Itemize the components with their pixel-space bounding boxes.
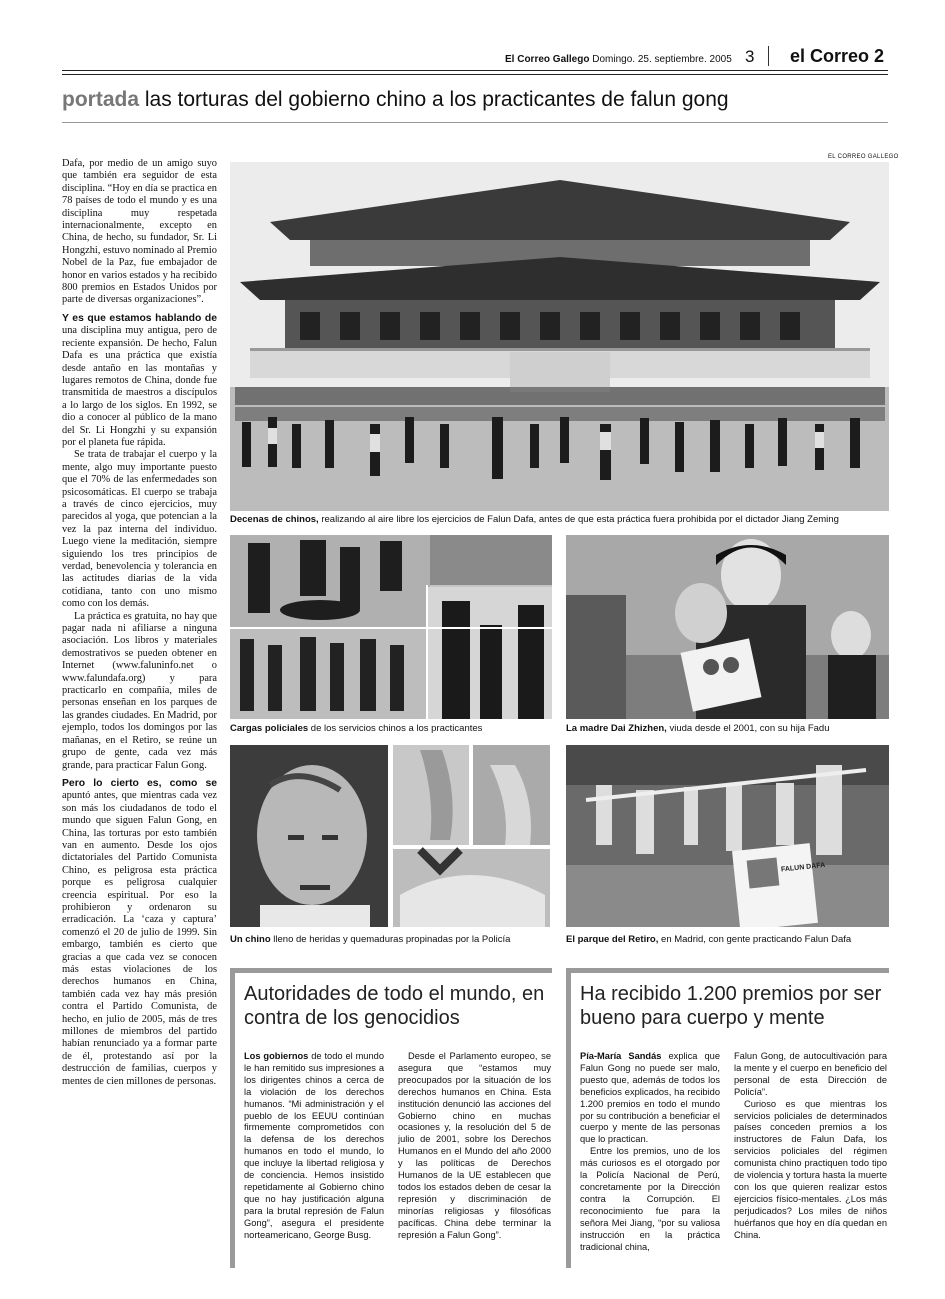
caption-chino-lead: Un chino [230,934,271,945]
page-number: 3 [745,47,755,66]
left-paragraph-4: La práctica es gratuita, no hay que pagar nada ni afiliarse a ninguna asociación. Los libros y materiales demostrativos se pueden obtener en Internet (www.faluninfo.net o www.falundafa.org) y para practicarlo en compañía, miles de personas enseñan en los parques de las grandes ciudades. En Madrid, por ejemplo, todos los domingos por las mañanas, en el Retiro, se reúne un grupo de gente, cada vez más grande, para practicar Falun Gong. [62,610,217,771]
left-paragraph-1: Dafa, por medio de un amigo suyo que también era seguidor de esta disciplina. “Hoy en día se practica en 78 países de todo el mundo y es una disciplina muy respetada internacionalmente, excepto en China, de hecho, su fundador, Sr. Li Hongzhi, estuvo nominado al Premio Nobel de la Paz, fue embajador de honor en varios estados y ha recibido 800 premios en Estados Unidos por parte de diversas organizaciones”. [62,158,217,306]
left-paragraph-2 [62,313,217,449]
sign-text: FALUN DAFA [780,861,826,874]
box2-c1-lead: Pía-María Sandás [580,1051,662,1061]
box2-c1-paragraph [580,1051,720,1146]
box2-c1-text: explica que Falun Gong no puede ser malo, puesto que, además de todos los beneficios explicados, ha recibido 1.200 premios en todo el mundo por su contribución a beneficiar el cuerpo y mente de las personas que lo practican. [580,1051,720,1145]
box1-column-1 [244,1051,384,1242]
left-paragraph-3: Se trata de trabajar el cuerpo y la mente, algo muy importante puesto que el 70% de las enfermedades son psicosomáticas. El cuerpo se trabaja a través de cinco ejercicios, muy parecidos al yoga, que potencian a la vez la paz interna del individuo. Luego viene la meditación, siempre siguiendo los tres principios de verdad, benevolencia y tolerancia en las actitudes diarias de la vida cotidiana, tanto con uno mismo como con los demás. [62,449,217,610]
caption-chino [230,934,510,945]
box1-c1-text: de todo el mundo le han remitido sus impresiones a los dirigentes chinos a cerca de la violación de los derechos humanos. “Mi administración y el pueblo de los EEUU continúan firmemente comprometidos con la defensa de los derechos humanos en todo el mundo, lo que incluye la libertad religiosa y de conciencia. Hemos insistido repetidamente al Gobierno chino que no hay justificación alguna para la brutal represión de Falun Gong”, asegura el presidente norteamericano, George Busg. [244,1051,384,1240]
paper-name: El Correo Gallego [505,54,590,65]
caption-main-lead: Decenas de chinos, [230,514,319,525]
box1-c1-lead: Los gobiernos [244,1051,309,1061]
box2-column-2 [734,1051,887,1242]
box2-c1b-paragraph: Entre los premios, uno de los más curiosos es el otorgado por la Policía Nacional de Perú, concretamente por la Dirección contra la Corrupción. El reconocimiento fue para la señora Mei Jiang, “por su valiosa instrucción en la práctica tradicional china, [580,1146,720,1252]
caption-madre-text: viuda desde el 2001, con su hija Fadu [666,723,830,734]
caption-madre-lead: La madre Dai Zhizhen, [566,723,667,734]
headline-rule [62,122,888,123]
header-rule-bottom [62,74,888,75]
temple-photo [230,162,889,511]
box2-c2b-paragraph: Curioso es que mientras los servicios policiales de determinados países conceden premios a los instructores de Falun Dafa, los servicios policiales del régimen comunista chino practiquen todo tipo de violencia y tortura hasta la muerte con los que quieren realizar estos ejercicios físico-mentales. ¿Los más perjudicados? Los miles de niños huérfanos que hoy en día quedan en China. [734,1098,887,1240]
left-paragraph-2-lead: Y es que estamos hablando de [62,312,217,324]
box1-c2-paragraph: Desde el Parlamento europeo, se asegura que “estamos muy preocupados por la situación de los derechos humanos en China. Esta institución denunció las acciones del Gobierno chino en muchas ocasiones y, la resolución del 5 de julio de 2001, sobre los Derechos Humanos en el Mundo del año 2000 y las políticas de Derechos Humanos de la UE establecen que todos los estados deben de cesar la represión y discriminación de minorías religiosas y filosóficas pacíficas. China debe terminar la represión a Falun Gong”. [398,1051,551,1240]
page-headline [62,88,729,112]
box1-column-2 [398,1051,551,1242]
box1-left-bar [230,968,235,1268]
box2-c2-paragraph: Falun Gong, de autocultivación para la mente y el cuerpo en beneficio del personal de esta Dirección de Policía”. [734,1051,887,1097]
injured-man-photo [230,745,550,927]
box1-top-bar [230,968,552,973]
caption-cargas-text: de los servicios chinos a los practicantes [308,723,483,734]
section-name: el Correo 2 [790,46,885,66]
caption-cargas [230,723,482,734]
left-paragraph-2-text: una disciplina muy antigua, pero de reciente expansión. De hecho, Falun Dafa es una práctica que existía desde antaño en las montañas y lugares remotos de China, donde fue transmitida de maestros a discípulos a lo largo de los siglos. En 1992, se dio a conocer al público de la mano del Sr. Li Hongzhi y su expansión por el planeta fue rápida. [62,325,217,448]
caption-madre [566,723,830,734]
box1-title: Autoridades de todo el mundo, en contra de los genocidios [244,983,545,1029]
box2-left-bar [566,968,571,1268]
photo-credit: EL CORREO GALLEGO [828,154,899,160]
left-paragraph-5 [62,778,217,1088]
box2-top-bar [566,968,889,973]
issue-date: Domingo. 25. septiembre. 2005 [592,54,732,65]
left-paragraph-5-text: apuntó antes, que mientras cada vez son más los ciudadanos de todo el mundo que siguen Falun Gong, en China, las torturas por esto también van en aumento. Desde los ojos dictatoriales del Partido Comunista Chino, es peligrosa esta práctica porque es peligrosa cualquier creencia espiritual. Por eso la prohibieron y ordenaron su erradicación. La ‘caza y captura’ comenzó el 20 de julio de 1999. Sin embargo, también es cierto que gracias a que cada vez se conocen más estas violaciones de los derechos humanos en China, también cada vez hay más presión contra el Partido Comunista, de hecho, en julio de 2005, más de tres millones de miembros del partido habían renunciado ya a formar parte de él, protestando así por la destrucción de familias, cuerpos y mentes de cien millones de personas. [62,790,217,1087]
retiro-park-photo [566,745,889,927]
box1-c1-paragraph [244,1051,384,1242]
caption-main [230,514,839,525]
caption-retiro [566,934,851,945]
caption-chino-text: lleno de heridas y quemaduras propinadas por la Policía [270,934,511,945]
left-paragraph-5-lead: Pero lo cierto es, como se [62,777,217,789]
caption-retiro-text: en Madrid, con gente practicando Falun Dafa [658,934,852,945]
box2-column-1 [580,1051,720,1253]
header-paper-date [505,54,732,65]
box2-title: Ha recibido 1.200 premios por ser bueno para cuerpo y mente [580,983,882,1029]
caption-main-text: realizando al aire libre los ejercicios de Falun Dafa, antes de que esta práctica fuera prohibida por el dictador Jiang Zeming [318,514,839,525]
caption-retiro-lead: El parque del Retiro, [566,934,659,945]
left-column-article [62,158,217,1088]
caption-cargas-lead: Cargas policiales [230,723,309,734]
header-rule-top [62,70,888,71]
headline-kicker: portada [62,88,140,111]
headline-title: las torturas del gobierno chino a los practicantes de falun gong [144,88,729,111]
header-separator [768,46,769,66]
police-charges-photo [230,535,552,719]
mother-daughter-photo [566,535,889,719]
